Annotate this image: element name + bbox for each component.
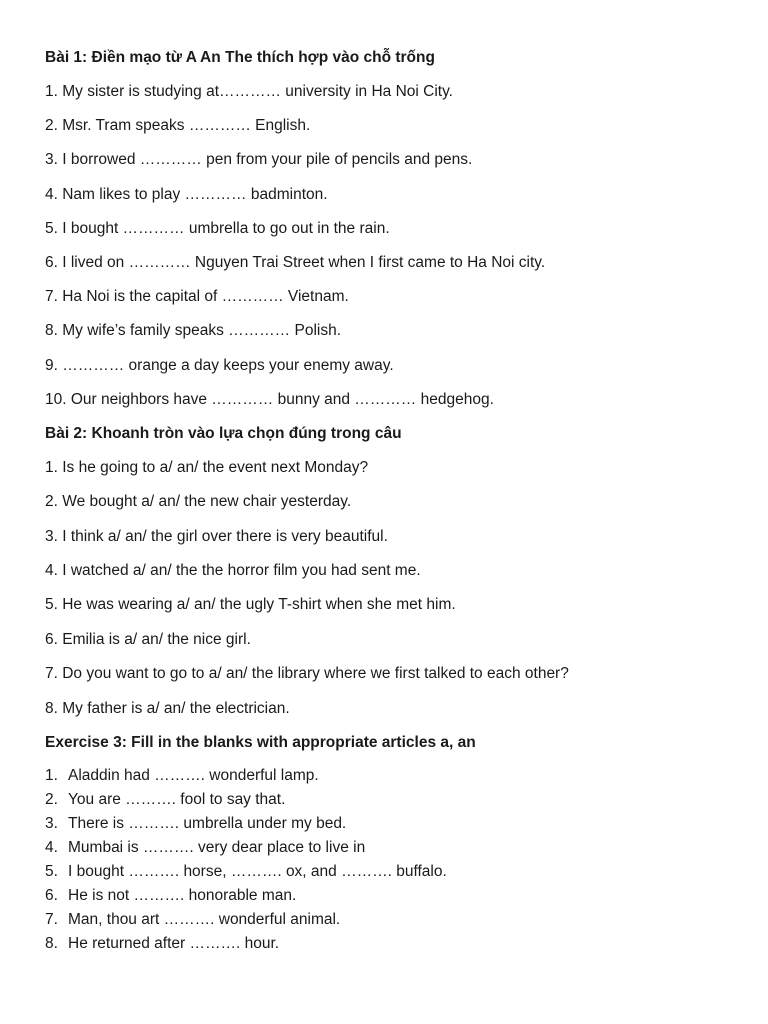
list-item-text: You are ………. fool to say that.: [68, 791, 286, 808]
list-item: [45, 860, 745, 884]
exercise-3: [45, 733, 745, 956]
worksheet-page: [45, 48, 745, 956]
exercise-1-item: 9. ………… orange a day keeps your enemy away.: [45, 356, 394, 374]
exercise-1-item: 8. My wife’s family speaks ………… Polish.: [45, 322, 342, 340]
list-item-text: Mumbai is ………. very dear place to live in: [68, 839, 366, 856]
list-item-text: Aladdin had ………. wonderful lamp.: [68, 767, 319, 784]
list-item-text: I bought ………. horse, ………. ox, and ………. buffalo.: [68, 863, 447, 880]
exercise-2-item: 3. I think a/ an/ the girl over there is very beautiful.: [45, 527, 388, 545]
exercise-1: [45, 48, 745, 410]
exercise-3-list: [45, 764, 745, 956]
list-item: [45, 788, 745, 812]
list-item-number: 7.: [45, 911, 58, 928]
list-item-text: He returned after ………. hour.: [68, 935, 280, 952]
list-item-number: 3.: [45, 815, 58, 832]
exercise-1-item: 10. Our neighbors have ………… bunny and ………… hedgehog.: [45, 390, 494, 408]
exercise-1-item: 1. My sister is studying at………… university in Ha Noi City.: [45, 83, 453, 100]
list-item-number: 5.: [45, 863, 58, 880]
list-item: [45, 932, 745, 956]
list-item: [45, 884, 745, 908]
list-item-number: 4.: [45, 839, 58, 856]
exercise-2-item: 6. Emilia is a/ an/ the nice girl.: [45, 630, 251, 648]
list-item: [45, 764, 745, 788]
exercise-1-title: Bài 1: Điền mạo từ A An The thích hợp vào chỗ trống: [45, 49, 435, 66]
exercise-1-item: 5. I bought ………… umbrella to go out in the rain.: [45, 219, 390, 237]
list-item-text: Man, thou art ………. wonderful animal.: [68, 911, 341, 928]
exercise-2-item: 4. I watched a/ an/ the the horror film you had sent me.: [45, 562, 421, 580]
list-item-number: 2.: [45, 791, 58, 808]
exercise-2-item: 7. Do you want to go to a/ an/ the library where we first talked to each other?: [45, 665, 569, 683]
list-item-text: There is ………. umbrella under my bed.: [68, 815, 347, 832]
exercise-3-title: Exercise 3: Fill in the blanks with appropriate articles a, an: [45, 734, 476, 751]
list-item: [45, 908, 745, 932]
list-item-text: He is not ………. honorable man.: [68, 887, 297, 904]
exercise-1-item: 7. Ha Noi is the capital of ………… Vietnam.: [45, 288, 349, 306]
exercise-2-item: 8. My father is a/ an/ the electrician.: [45, 699, 290, 717]
list-item-number: 6.: [45, 887, 58, 904]
exercise-2-title: Bài 2: Khoanh tròn vào lựa chọn đúng trong câu: [45, 424, 402, 442]
exercise-1-item: 6. I lived on ………… Nguyen Trai Street when I first came to Ha Noi city.: [45, 253, 546, 271]
exercise-1-item: 4. Nam likes to play ………… badminton.: [45, 185, 328, 203]
list-item-number: 1.: [45, 767, 58, 784]
list-item: [45, 836, 745, 860]
exercise-2-item: 1. Is he going to a/ an/ the event next Monday?: [45, 458, 369, 476]
exercise-2-item: 2. We bought a/ an/ the new chair yesterday.: [45, 493, 352, 511]
exercise-1-item: 2. Msr. Tram speaks ………… English.: [45, 117, 311, 135]
list-item-number: 8.: [45, 935, 58, 952]
exercise-2-item: 5. He was wearing a/ an/ the ugly T-shirt when she met him.: [45, 596, 456, 614]
list-item: [45, 812, 745, 836]
exercise-2: [45, 424, 745, 719]
exercise-1-item: 3. I borrowed ………… pen from your pile of pencils and pens.: [45, 151, 473, 169]
